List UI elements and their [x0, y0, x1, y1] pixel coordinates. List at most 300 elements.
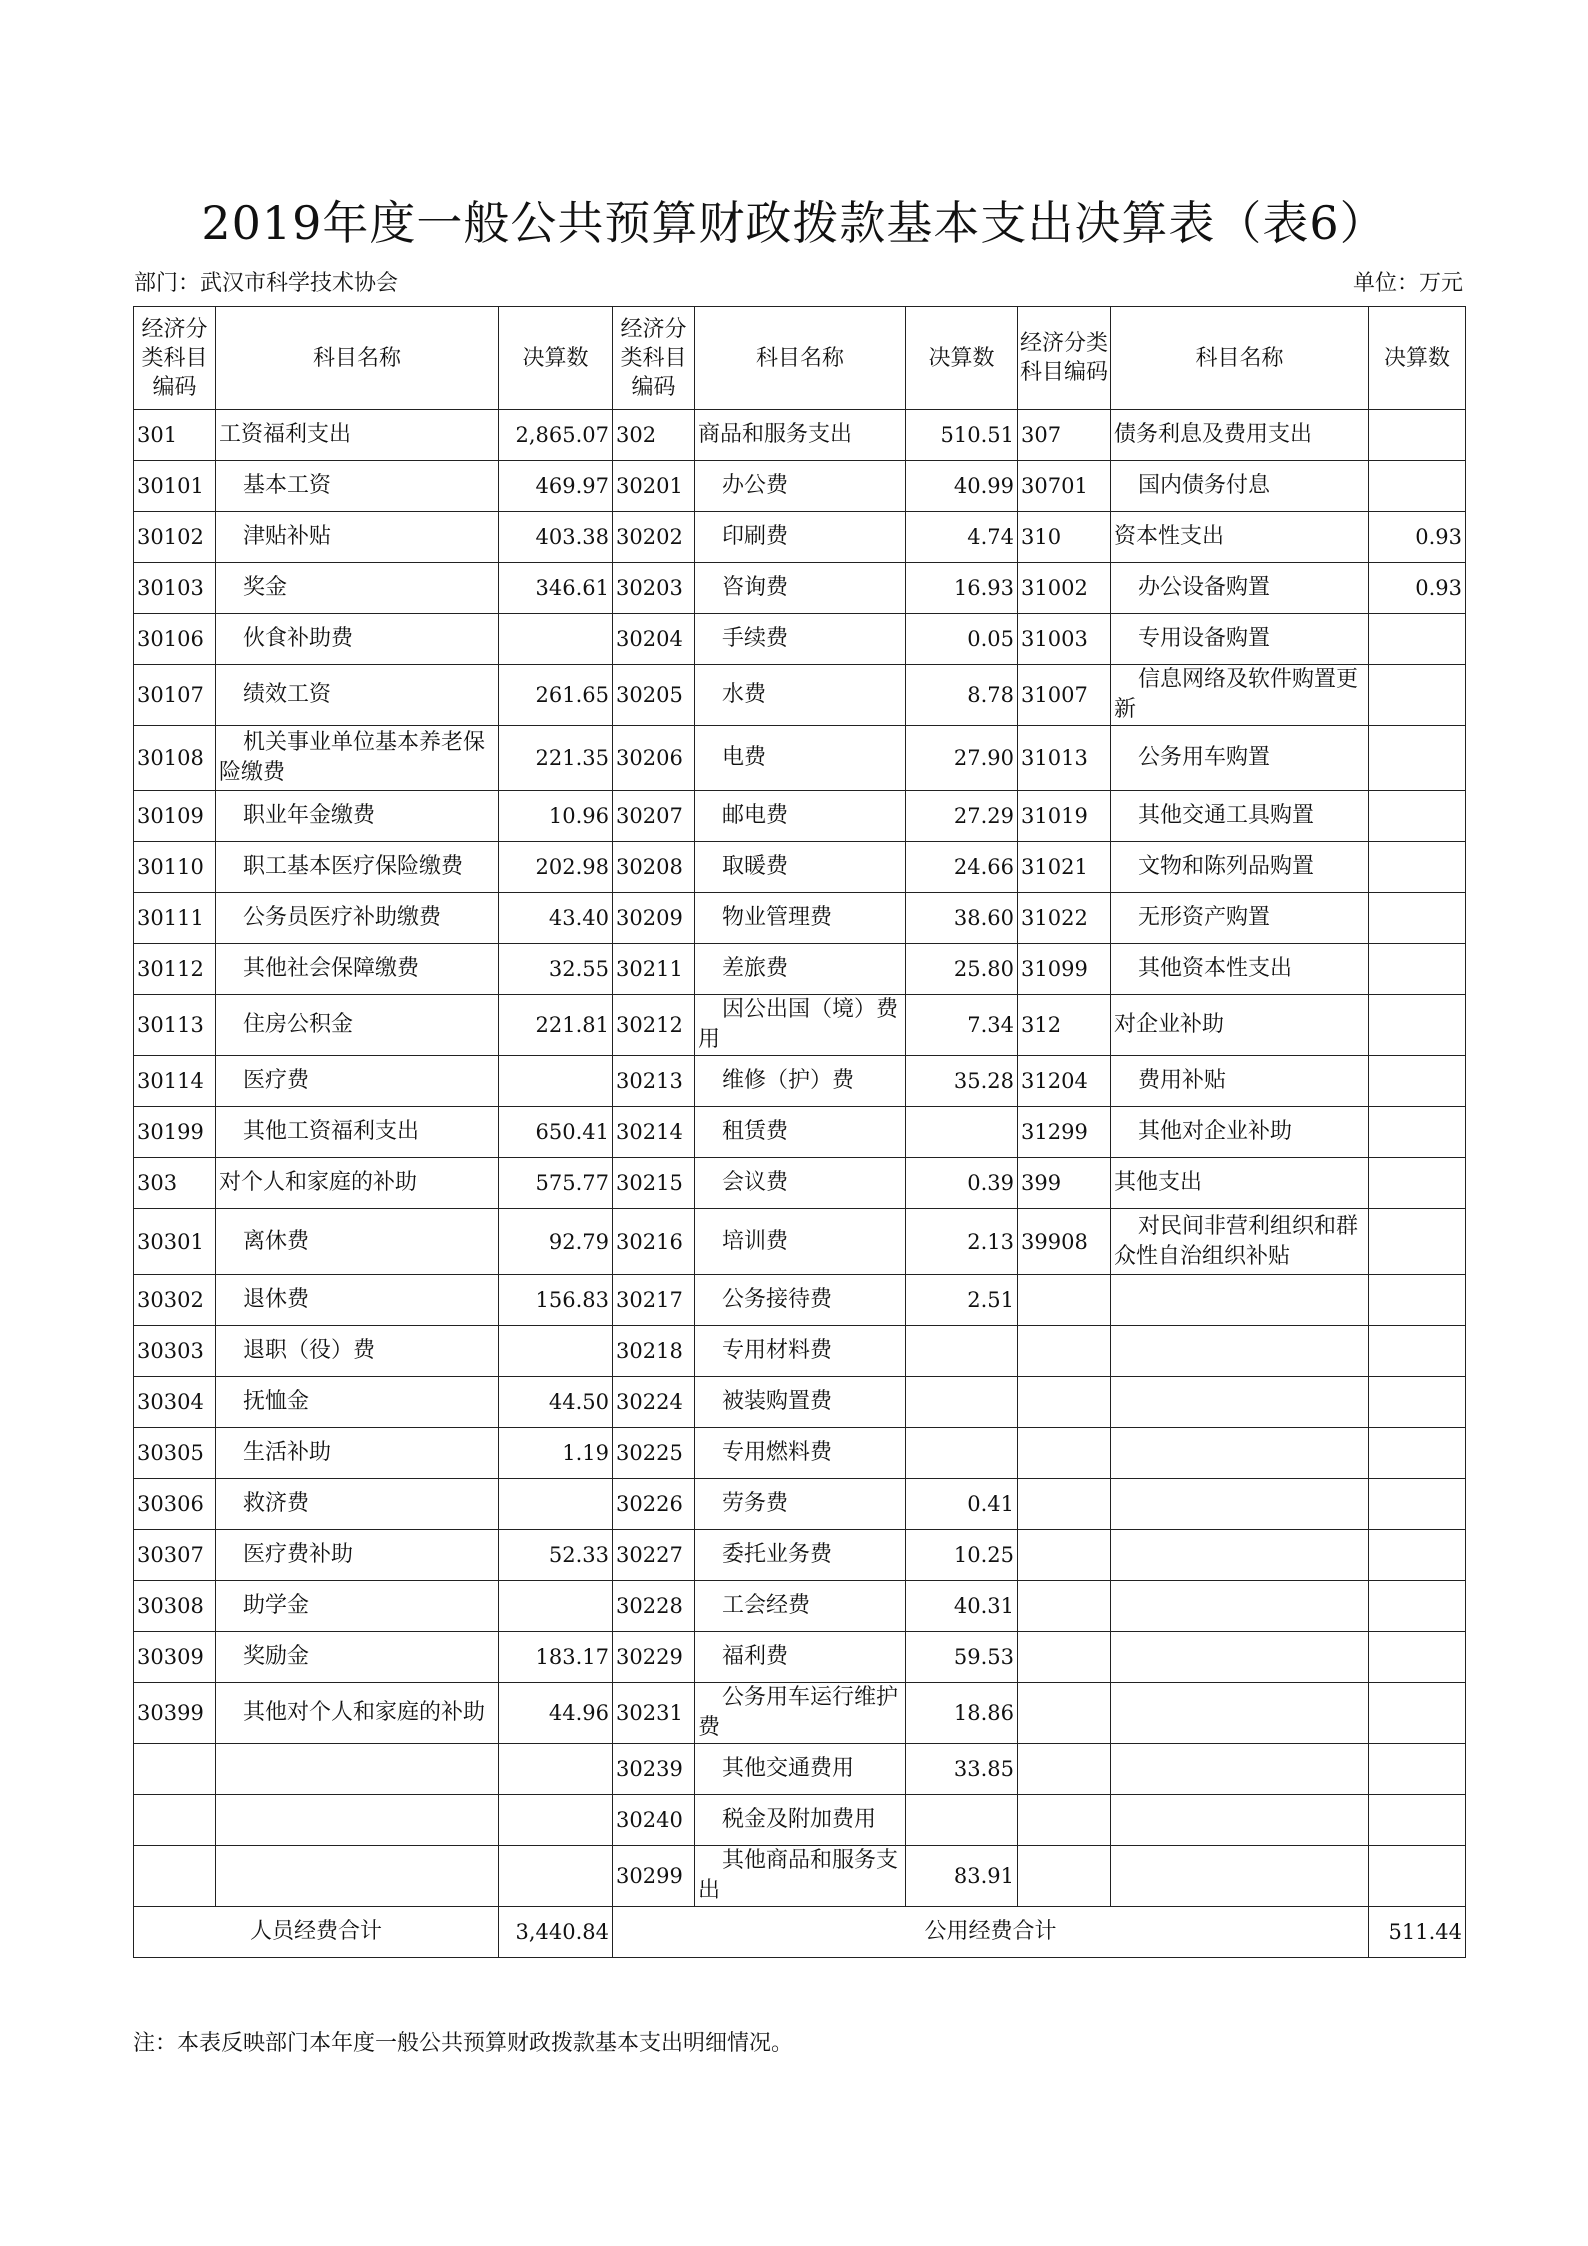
name-cell: 退休费 — [216, 1275, 499, 1326]
code-cell: 399 — [1018, 1158, 1111, 1209]
name-cell: 其他资本性支出 — [1111, 944, 1369, 995]
code-cell — [1018, 1377, 1111, 1428]
amount-cell — [1369, 1377, 1466, 1428]
amount-cell — [1369, 1479, 1466, 1530]
amount-cell: 40.31 — [906, 1581, 1018, 1632]
name-cell: 文物和陈列品购置 — [1111, 842, 1369, 893]
amount-cell: 2.13 — [906, 1209, 1018, 1275]
name-cell — [1111, 1581, 1369, 1632]
name-cell: 水费 — [695, 665, 906, 726]
code-cell: 30239 — [613, 1744, 695, 1795]
table-row — [134, 1846, 1466, 1907]
amount-cell: 0.41 — [906, 1479, 1018, 1530]
amount-cell — [1369, 1846, 1466, 1907]
public-total-label: 公用经费合计 — [613, 1907, 1369, 1958]
amount-cell: 156.83 — [499, 1275, 613, 1326]
name-cell — [1111, 1795, 1369, 1846]
name-cell: 物业管理费 — [695, 893, 906, 944]
code-cell: 30306 — [134, 1479, 216, 1530]
code-cell: 30205 — [613, 665, 695, 726]
name-cell: 福利费 — [695, 1632, 906, 1683]
amount-cell: 10.96 — [499, 791, 613, 842]
code-cell: 30229 — [613, 1632, 695, 1683]
name-cell — [1111, 1275, 1369, 1326]
header-amount-1: 决算数 — [499, 307, 613, 410]
amount-cell: 0.93 — [1369, 563, 1466, 614]
code-cell: 30209 — [613, 893, 695, 944]
table-row — [134, 1209, 1466, 1275]
name-cell: 取暖费 — [695, 842, 906, 893]
header-name-3: 科目名称 — [1111, 307, 1369, 410]
code-cell: 312 — [1018, 995, 1111, 1056]
name-cell: 邮电费 — [695, 791, 906, 842]
amount-cell: 2,865.07 — [499, 410, 613, 461]
code-cell: 31003 — [1018, 614, 1111, 665]
table-row — [134, 1479, 1466, 1530]
name-cell: 租赁费 — [695, 1107, 906, 1158]
code-cell: 30218 — [613, 1326, 695, 1377]
name-cell: 会议费 — [695, 1158, 906, 1209]
header-code-3: 经济分类科目编码 — [1018, 307, 1111, 410]
amount-cell: 4.74 — [906, 512, 1018, 563]
amount-cell — [1369, 614, 1466, 665]
amount-cell: 0.05 — [906, 614, 1018, 665]
code-cell: 30102 — [134, 512, 216, 563]
amount-cell — [1369, 1795, 1466, 1846]
code-cell: 30202 — [613, 512, 695, 563]
table-row — [134, 1275, 1466, 1326]
code-cell: 30224 — [613, 1377, 695, 1428]
name-cell — [216, 1846, 499, 1907]
name-cell: 其他交通费用 — [695, 1744, 906, 1795]
amount-cell — [499, 1479, 613, 1530]
code-cell: 30309 — [134, 1632, 216, 1683]
table-row — [134, 1632, 1466, 1683]
name-cell: 维修（护）费 — [695, 1056, 906, 1107]
amount-cell — [499, 1795, 613, 1846]
name-cell: 其他商品和服务支出 — [695, 1846, 906, 1907]
name-cell: 办公费 — [695, 461, 906, 512]
name-cell: 劳务费 — [695, 1479, 906, 1530]
amount-cell: 83.91 — [906, 1846, 1018, 1907]
name-cell: 信息网络及软件购置更新 — [1111, 665, 1369, 726]
code-cell: 31022 — [1018, 893, 1111, 944]
code-cell: 30399 — [134, 1683, 216, 1744]
name-cell: 职业年金缴费 — [216, 791, 499, 842]
table-row — [134, 1428, 1466, 1479]
name-cell: 专用燃料费 — [695, 1428, 906, 1479]
code-cell: 31007 — [1018, 665, 1111, 726]
amount-cell: 403.38 — [499, 512, 613, 563]
name-cell: 生活补助 — [216, 1428, 499, 1479]
name-cell: 办公设备购置 — [1111, 563, 1369, 614]
name-cell — [1111, 1632, 1369, 1683]
amount-cell — [1369, 1275, 1466, 1326]
code-cell: 30217 — [613, 1275, 695, 1326]
name-cell: 电费 — [695, 726, 906, 791]
amount-cell — [1369, 1056, 1466, 1107]
code-cell: 30226 — [613, 1479, 695, 1530]
code-cell — [1018, 1530, 1111, 1581]
code-cell: 31021 — [1018, 842, 1111, 893]
name-cell: 救济费 — [216, 1479, 499, 1530]
amount-cell — [1369, 995, 1466, 1056]
name-cell: 基本工资 — [216, 461, 499, 512]
amount-cell: 8.78 — [906, 665, 1018, 726]
amount-cell — [906, 1377, 1018, 1428]
code-cell: 30228 — [613, 1581, 695, 1632]
table-row — [134, 1377, 1466, 1428]
amount-cell: 2.51 — [906, 1275, 1018, 1326]
amount-cell — [906, 1795, 1018, 1846]
amount-cell: 0.93 — [1369, 512, 1466, 563]
name-cell: 公务用车运行维护费 — [695, 1683, 906, 1744]
amount-cell — [499, 1056, 613, 1107]
name-cell: 其他工资福利支出 — [216, 1107, 499, 1158]
name-cell — [1111, 1744, 1369, 1795]
table-row — [134, 791, 1466, 842]
name-cell: 助学金 — [216, 1581, 499, 1632]
amount-cell: 183.17 — [499, 1632, 613, 1683]
name-cell: 绩效工资 — [216, 665, 499, 726]
name-cell — [216, 1744, 499, 1795]
amount-cell — [1369, 461, 1466, 512]
code-cell: 30107 — [134, 665, 216, 726]
amount-cell: 202.98 — [499, 842, 613, 893]
code-cell: 30225 — [613, 1428, 695, 1479]
name-cell: 对个人和家庭的补助 — [216, 1158, 499, 1209]
name-cell: 职工基本医疗保险缴费 — [216, 842, 499, 893]
amount-cell: 43.40 — [499, 893, 613, 944]
public-total-value: 511.44 — [1369, 1907, 1466, 1958]
code-cell — [1018, 1744, 1111, 1795]
amount-cell: 24.66 — [906, 842, 1018, 893]
code-cell: 301 — [134, 410, 216, 461]
table-row — [134, 614, 1466, 665]
name-cell: 培训费 — [695, 1209, 906, 1275]
name-cell: 机关事业单位基本养老保险缴费 — [216, 726, 499, 791]
amount-cell — [906, 1428, 1018, 1479]
amount-cell: 7.34 — [906, 995, 1018, 1056]
amount-cell: 650.41 — [499, 1107, 613, 1158]
code-cell — [1018, 1326, 1111, 1377]
code-cell: 30227 — [613, 1530, 695, 1581]
code-cell: 30112 — [134, 944, 216, 995]
table-row — [134, 410, 1466, 461]
code-cell: 30203 — [613, 563, 695, 614]
personnel-total-label: 人员经费合计 — [134, 1907, 499, 1958]
table-row — [134, 1326, 1466, 1377]
amount-cell: 27.90 — [906, 726, 1018, 791]
code-cell — [1018, 1581, 1111, 1632]
name-cell: 住房公积金 — [216, 995, 499, 1056]
code-cell: 30231 — [613, 1683, 695, 1744]
name-cell — [1111, 1377, 1369, 1428]
table-row — [134, 893, 1466, 944]
name-cell: 对民间非营利组织和群众性自治组织补贴 — [1111, 1209, 1369, 1275]
table-row — [134, 1683, 1466, 1744]
amount-cell: 261.65 — [499, 665, 613, 726]
amount-cell: 32.55 — [499, 944, 613, 995]
code-cell — [1018, 1428, 1111, 1479]
amount-cell: 346.61 — [499, 563, 613, 614]
code-cell: 30108 — [134, 726, 216, 791]
name-cell — [1111, 1846, 1369, 1907]
amount-cell: 35.28 — [906, 1056, 1018, 1107]
code-cell: 30110 — [134, 842, 216, 893]
name-cell: 税金及附加费用 — [695, 1795, 906, 1846]
code-cell: 30212 — [613, 995, 695, 1056]
table-row — [134, 995, 1466, 1056]
code-cell: 30111 — [134, 893, 216, 944]
header-code-1: 经济分类科目编码 — [134, 307, 216, 410]
code-cell: 30208 — [613, 842, 695, 893]
code-cell — [1018, 1632, 1111, 1683]
amount-cell: 0.39 — [906, 1158, 1018, 1209]
code-cell: 30213 — [613, 1056, 695, 1107]
code-cell: 30308 — [134, 1581, 216, 1632]
table-row — [134, 563, 1466, 614]
code-cell: 30211 — [613, 944, 695, 995]
amount-cell — [1369, 1326, 1466, 1377]
amount-cell: 44.96 — [499, 1683, 613, 1744]
code-cell: 30305 — [134, 1428, 216, 1479]
code-cell: 31002 — [1018, 563, 1111, 614]
amount-cell: 38.60 — [906, 893, 1018, 944]
name-cell: 奖金 — [216, 563, 499, 614]
code-cell: 30201 — [613, 461, 695, 512]
amount-cell — [906, 1107, 1018, 1158]
amount-cell — [906, 1326, 1018, 1377]
amount-cell: 221.81 — [499, 995, 613, 1056]
code-cell: 30206 — [613, 726, 695, 791]
code-cell: 30106 — [134, 614, 216, 665]
table-row — [134, 726, 1466, 791]
name-cell: 被装购置费 — [695, 1377, 906, 1428]
code-cell: 31299 — [1018, 1107, 1111, 1158]
code-cell — [1018, 1275, 1111, 1326]
code-cell: 30215 — [613, 1158, 695, 1209]
name-cell: 其他对个人和家庭的补助 — [216, 1683, 499, 1744]
name-cell: 费用补贴 — [1111, 1056, 1369, 1107]
expenditure-table — [133, 306, 1466, 1958]
code-cell — [134, 1846, 216, 1907]
code-cell — [1018, 1795, 1111, 1846]
name-cell: 专用设备购置 — [1111, 614, 1369, 665]
amount-cell — [1369, 1530, 1466, 1581]
name-cell: 抚恤金 — [216, 1377, 499, 1428]
amount-cell — [1369, 1209, 1466, 1275]
code-cell: 30302 — [134, 1275, 216, 1326]
code-cell: 39908 — [1018, 1209, 1111, 1275]
table-row — [134, 1581, 1466, 1632]
code-cell: 303 — [134, 1158, 216, 1209]
code-cell: 30701 — [1018, 461, 1111, 512]
amount-cell — [1369, 410, 1466, 461]
name-cell — [1111, 1326, 1369, 1377]
code-cell: 30204 — [613, 614, 695, 665]
amount-cell: 16.93 — [906, 563, 1018, 614]
amount-cell — [1369, 1632, 1466, 1683]
amount-cell — [1369, 665, 1466, 726]
name-cell: 工资福利支出 — [216, 410, 499, 461]
code-cell: 31204 — [1018, 1056, 1111, 1107]
amount-cell — [1369, 1744, 1466, 1795]
amount-cell — [1369, 1158, 1466, 1209]
amount-cell — [1369, 1581, 1466, 1632]
table-row — [134, 1744, 1466, 1795]
code-cell — [134, 1744, 216, 1795]
code-cell: 30199 — [134, 1107, 216, 1158]
code-cell — [134, 1795, 216, 1846]
code-cell — [1018, 1683, 1111, 1744]
name-cell: 商品和服务支出 — [695, 410, 906, 461]
amount-cell: 33.85 — [906, 1744, 1018, 1795]
name-cell — [1111, 1428, 1369, 1479]
name-cell — [1111, 1683, 1369, 1744]
amount-cell — [1369, 944, 1466, 995]
header-amount-3: 决算数 — [1369, 307, 1466, 410]
table-row — [134, 512, 1466, 563]
name-cell — [216, 1795, 499, 1846]
amount-cell: 52.33 — [499, 1530, 613, 1581]
unit-label: 单位：万元 — [1352, 271, 1463, 296]
amount-cell — [1369, 893, 1466, 944]
name-cell: 印刷费 — [695, 512, 906, 563]
code-cell: 30113 — [134, 995, 216, 1056]
amount-cell: 44.50 — [499, 1377, 613, 1428]
code-cell: 30216 — [613, 1209, 695, 1275]
code-cell: 30307 — [134, 1530, 216, 1581]
header-code-2: 经济分类科目编码 — [613, 307, 695, 410]
amount-cell: 59.53 — [906, 1632, 1018, 1683]
code-cell: 30101 — [134, 461, 216, 512]
amount-cell — [1369, 726, 1466, 791]
name-cell: 因公出国（境）费用 — [695, 995, 906, 1056]
name-cell: 公务接待费 — [695, 1275, 906, 1326]
department-label: 部门：武汉市科学技术协会 — [134, 271, 399, 296]
name-cell: 国内债务付息 — [1111, 461, 1369, 512]
header-name-1: 科目名称 — [216, 307, 499, 410]
table-row — [134, 842, 1466, 893]
page-title: 2019年度一般公共预算财政拨款基本支出决算表（表6） — [201, 196, 1387, 250]
amount-cell — [1369, 1683, 1466, 1744]
amount-cell — [1369, 1428, 1466, 1479]
name-cell: 退职（役）费 — [216, 1326, 499, 1377]
code-cell: 30103 — [134, 563, 216, 614]
code-cell: 30301 — [134, 1209, 216, 1275]
table-note: 注：本表反映部门本年度一般公共预算财政拨款基本支出明细情况。 — [133, 2031, 794, 2056]
name-cell: 离休费 — [216, 1209, 499, 1275]
code-cell — [1018, 1479, 1111, 1530]
name-cell: 其他支出 — [1111, 1158, 1369, 1209]
name-cell: 差旅费 — [695, 944, 906, 995]
name-cell: 其他对企业补助 — [1111, 1107, 1369, 1158]
name-cell: 债务利息及费用支出 — [1111, 410, 1369, 461]
amount-cell: 27.29 — [906, 791, 1018, 842]
code-cell: 30109 — [134, 791, 216, 842]
name-cell: 公务员医疗补助缴费 — [216, 893, 499, 944]
amount-cell: 10.25 — [906, 1530, 1018, 1581]
table-row — [134, 944, 1466, 995]
name-cell: 对企业补助 — [1111, 995, 1369, 1056]
table-row — [134, 1056, 1466, 1107]
code-cell: 30299 — [613, 1846, 695, 1907]
code-cell: 310 — [1018, 512, 1111, 563]
code-cell: 302 — [613, 410, 695, 461]
amount-cell: 469.97 — [499, 461, 613, 512]
amount-cell: 25.80 — [906, 944, 1018, 995]
totals-row — [134, 1907, 1466, 1958]
name-cell — [1111, 1479, 1369, 1530]
code-cell: 30304 — [134, 1377, 216, 1428]
amount-cell — [499, 1744, 613, 1795]
name-cell: 津贴补贴 — [216, 512, 499, 563]
code-cell: 30240 — [613, 1795, 695, 1846]
name-cell: 委托业务费 — [695, 1530, 906, 1581]
amount-cell: 92.79 — [499, 1209, 613, 1275]
name-cell: 奖励金 — [216, 1632, 499, 1683]
name-cell: 公务用车购置 — [1111, 726, 1369, 791]
code-cell: 31013 — [1018, 726, 1111, 791]
code-cell: 30303 — [134, 1326, 216, 1377]
amount-cell: 510.51 — [906, 410, 1018, 461]
amount-cell — [499, 614, 613, 665]
name-cell: 其他社会保障缴费 — [216, 944, 499, 995]
amount-cell — [1369, 842, 1466, 893]
amount-cell — [1369, 791, 1466, 842]
name-cell: 专用材料费 — [695, 1326, 906, 1377]
code-cell: 30114 — [134, 1056, 216, 1107]
name-cell: 伙食补助费 — [216, 614, 499, 665]
name-cell: 医疗费 — [216, 1056, 499, 1107]
table-row — [134, 1107, 1466, 1158]
code-cell: 30214 — [613, 1107, 695, 1158]
name-cell: 工会经费 — [695, 1581, 906, 1632]
amount-cell — [499, 1581, 613, 1632]
name-cell: 资本性支出 — [1111, 512, 1369, 563]
header-amount-2: 决算数 — [906, 307, 1018, 410]
amount-cell — [499, 1326, 613, 1377]
header-row — [134, 307, 1466, 410]
amount-cell: 575.77 — [499, 1158, 613, 1209]
amount-cell — [499, 1846, 613, 1907]
code-cell — [1018, 1846, 1111, 1907]
amount-cell: 1.19 — [499, 1428, 613, 1479]
table-row — [134, 1795, 1466, 1846]
code-cell: 307 — [1018, 410, 1111, 461]
amount-cell: 18.86 — [906, 1683, 1018, 1744]
code-cell: 31099 — [1018, 944, 1111, 995]
personnel-total-value: 3,440.84 — [499, 1907, 613, 1958]
name-cell: 其他交通工具购置 — [1111, 791, 1369, 842]
header-name-2: 科目名称 — [695, 307, 906, 410]
table-row — [134, 1530, 1466, 1581]
table-row — [134, 665, 1466, 726]
name-cell: 无形资产购置 — [1111, 893, 1369, 944]
name-cell: 医疗费补助 — [216, 1530, 499, 1581]
amount-cell: 221.35 — [499, 726, 613, 791]
name-cell — [1111, 1530, 1369, 1581]
name-cell: 咨询费 — [695, 563, 906, 614]
table-row — [134, 1158, 1466, 1209]
code-cell: 30207 — [613, 791, 695, 842]
code-cell: 31019 — [1018, 791, 1111, 842]
amount-cell — [1369, 1107, 1466, 1158]
name-cell: 手续费 — [695, 614, 906, 665]
amount-cell: 40.99 — [906, 461, 1018, 512]
table-row — [134, 461, 1466, 512]
